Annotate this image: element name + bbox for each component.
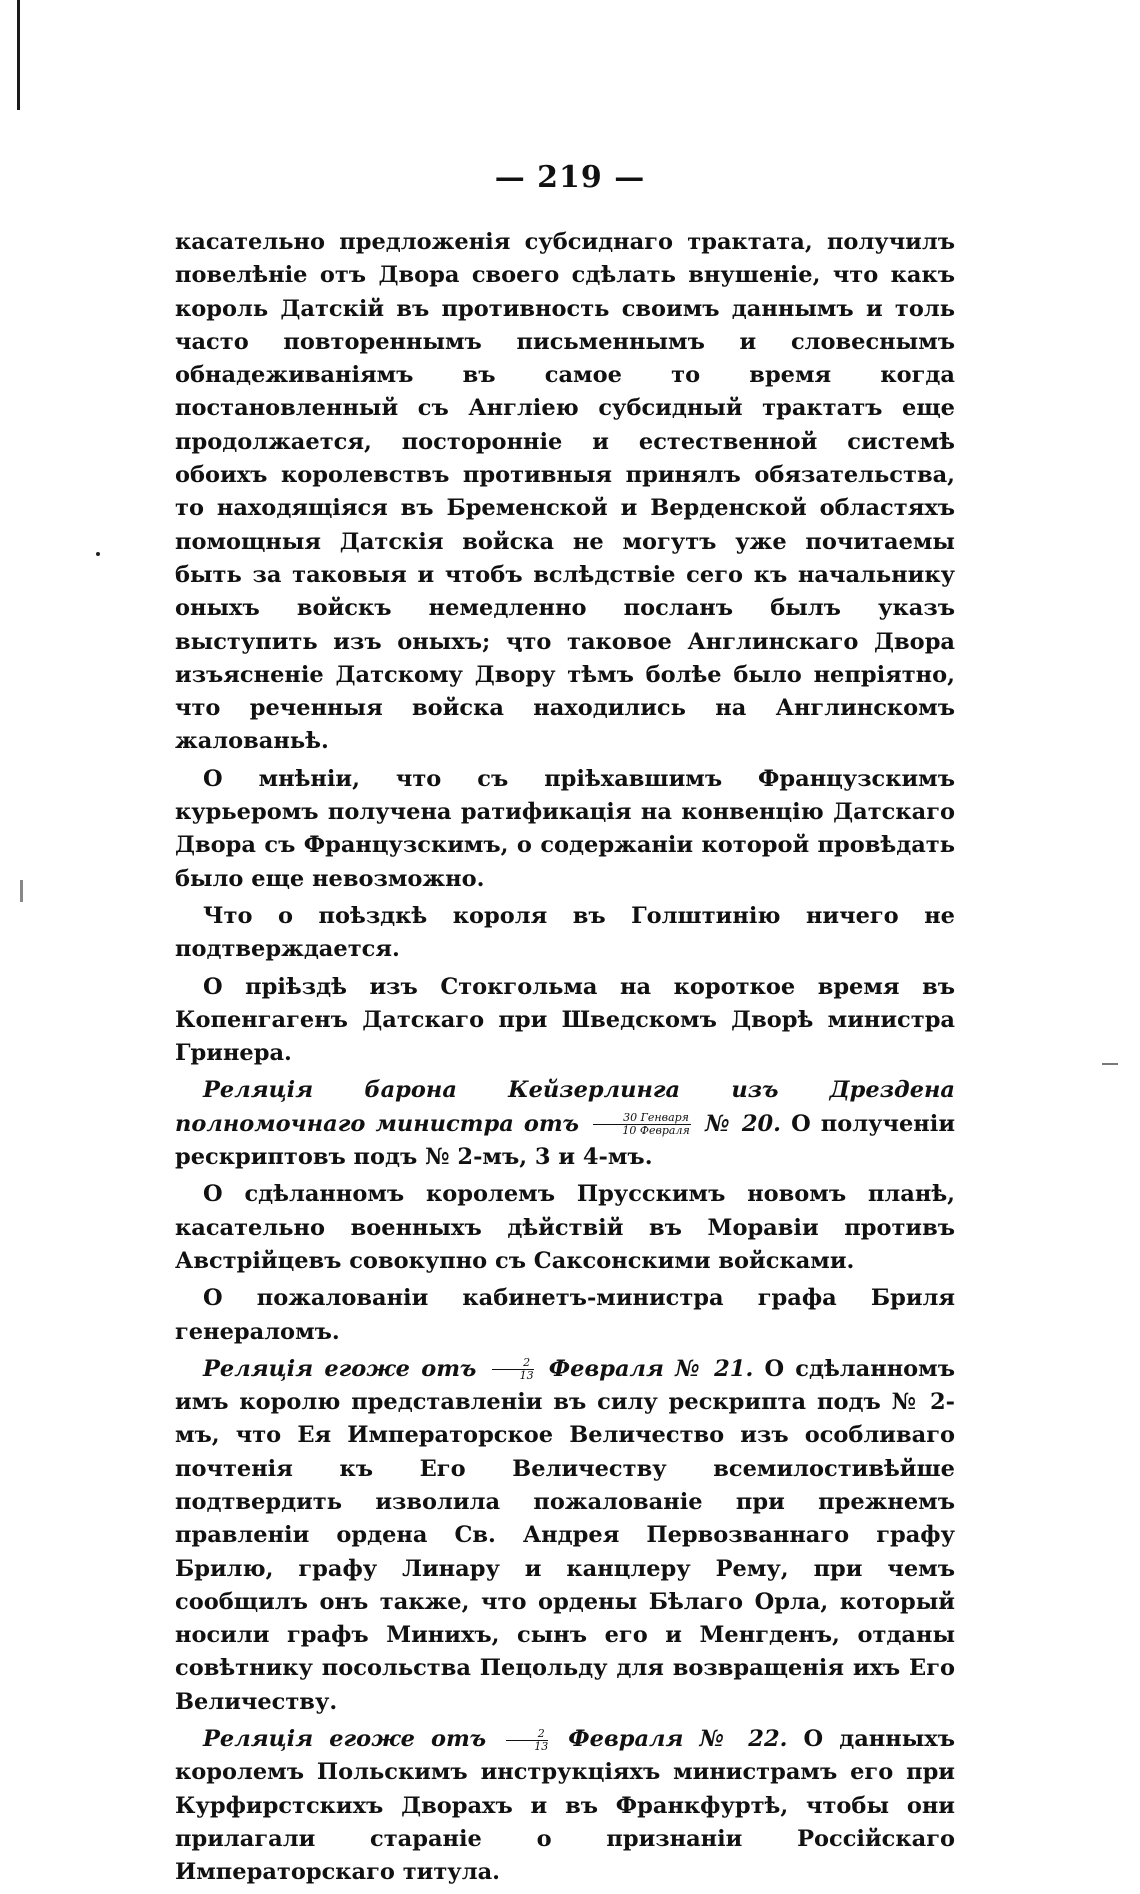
relation-number: № 20. <box>705 1110 781 1137</box>
relation-number: № 22. <box>699 1726 788 1753</box>
date-fraction <box>593 1112 691 1137</box>
fraction-numerator: 2 <box>492 1357 534 1370</box>
relation-heading: Реляція барона Кейзерлинга изъ Дрездена полномочнаго министра отъ <box>175 1077 955 1137</box>
page-body <box>175 226 955 1894</box>
relation-heading: Реляція егоже отъ <box>203 1355 477 1382</box>
relation-text: О сдѣланномъ имъ королю представленіи въ силу рескрипта подъ № 2-мъ, что Ея Императорское Величество изъ особливаго почтенія къ Его Величеству всемилостивѣйше подтвердить изволила пожалованіе при прежнемъ правленіи ордена Св. Андрея Первозваннаго графу Брилю, графу Линару и канцлеру Рему, при чемъ сообщилъ онъ также, что ордены Бѣлаго Орла, который носили графъ Минихъ, сынъ его и Менгденъ, отданы совѣтнику посольства Пецольду для возвращенія ихъ Его Величеству. <box>175 1355 955 1715</box>
scan-edge-mark <box>1102 1063 1118 1065</box>
fraction-numerator: 2 <box>506 1728 548 1741</box>
date-fraction <box>492 1357 534 1382</box>
paragraph: О сдѣланномъ королемъ Прусскимъ новомъ планѣ, касательно военныхъ дѣйствій въ Моравіи противъ Австрійцевъ совокупно съ Саксонскими войсками. <box>175 1181 955 1274</box>
relation-text: О полученіи рескриптовъ подъ № 2-мъ, 3 и 4-мъ. <box>175 1110 956 1171</box>
relation-month: Февраля <box>548 1355 664 1382</box>
relation-heading: Реляція егоже отъ <box>203 1726 487 1753</box>
date-fraction <box>506 1728 548 1753</box>
relation-month: Февраля <box>568 1726 684 1753</box>
paragraph <box>175 1074 955 1174</box>
paragraph: О пріѣздѣ изъ Стокгольма на короткое время въ Копенгагенъ Датскаго при Шведскомъ Дворѣ министра Гринера. <box>175 973 955 1067</box>
paragraph: О пожалованіи кабинетъ-министра графа Бриля генераломъ. <box>175 1285 955 1345</box>
paragraph: О мнѣніи, что съ пріѣхавшимъ Французскимъ курьеромъ получена ратификація на конвенцію Датскаго Двора съ Французскимъ, о содержаніи которой провѣдать было еще невозможно. <box>175 765 955 892</box>
relation-number: № 21. <box>675 1355 754 1382</box>
scan-edge-mark <box>20 880 23 902</box>
paragraph <box>175 1353 955 1719</box>
paragraph: касательно предложенія субсиднаго трактата, получилъ повелѣніе отъ Двора своего сдѣлать внушеніе, что какъ король Датскій въ противность своимъ даннымъ и толь часто повтореннымъ письменнымъ и словеснымъ обнадеживаніямъ въ самое то время когда постановленный съ Англіею субсидный трактатъ еще продолжается, посторонніе и естественной системѣ обоихъ королевствъ противныя принялъ обязательства, то находящіяся въ Бременской и Верденской областяхъ помощныя Датскія войска не могутъ уже почитаемы быть за таковыя и чтобъ вслѣдствіе сего къ начальнику оныхъ войскъ немедленно посланъ былъ указъ выступить изъ оныхъ; что таковое Англинскаго Двора изъясненіе Датскому Двору тѣмъ болѣе было непріятно, что реченныя войска находились на Англинскомъ жалованьѣ. <box>175 229 955 755</box>
scan-edge-line <box>17 0 20 110</box>
fraction-numerator: 30 Генваря <box>593 1112 691 1125</box>
paragraph: Что о поѣздкѣ короля въ Голштинію ничего не подтверждается. <box>175 902 955 963</box>
page-number: — 219 — <box>494 160 646 195</box>
fraction-denominator: 13 <box>534 1739 549 1753</box>
relation-text: О данныхъ королемъ Польскимъ инструкціяхъ министрамъ его при Курфирстскихъ Дворахъ и въ Франкфуртѣ, чтобы они прилагали стараніе о признаніи Россійскаго Императорскаго титула. <box>175 1726 955 1886</box>
scan-speck <box>96 552 100 556</box>
fraction-denominator: 10 Февраля <box>622 1124 690 1138</box>
fraction-denominator: 13 <box>519 1369 534 1383</box>
paragraph <box>175 1723 955 1889</box>
